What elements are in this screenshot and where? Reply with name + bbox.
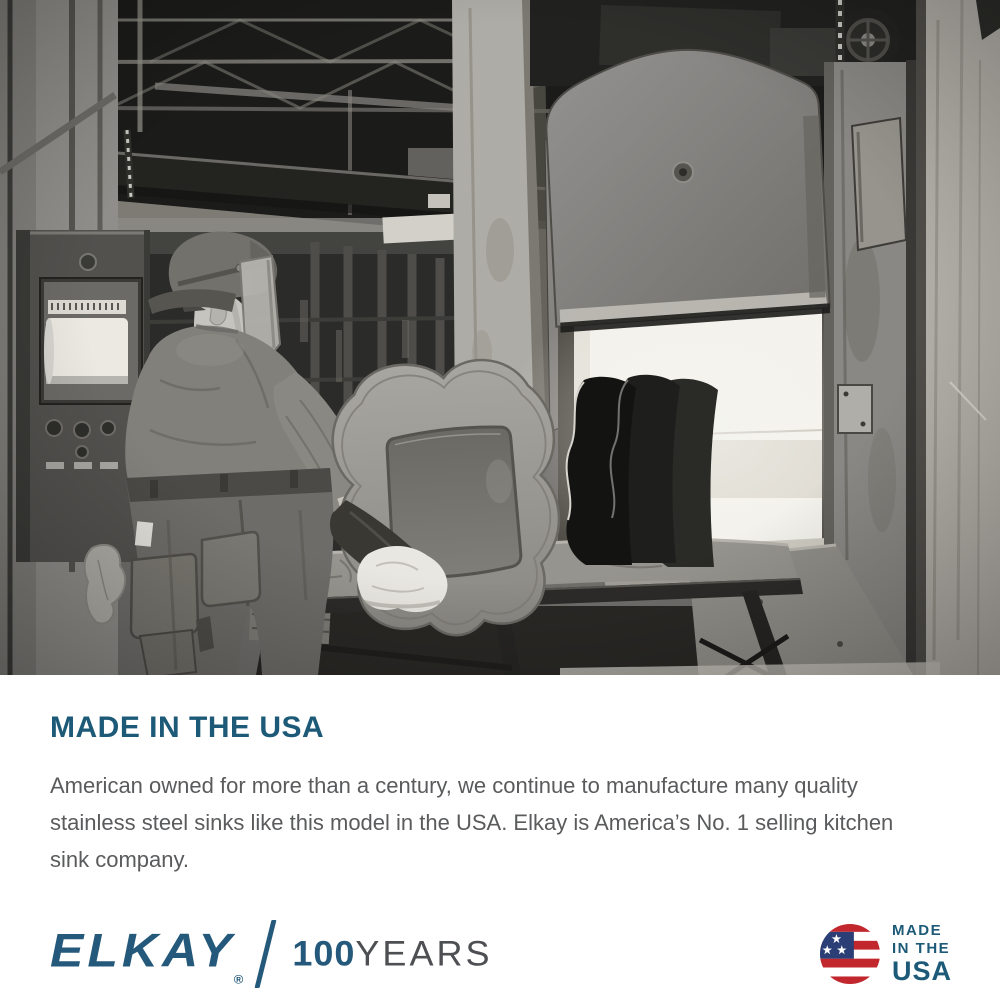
anniversary-text [292, 934, 492, 975]
registered-trademark-symbol: ® [233, 971, 244, 986]
body-copy: American owned for more than a century, we continue to manufacture many quality stainless steel sinks like this model in the USA. Elkay is America’s No. 1 selling kitchen sink company. [50, 773, 894, 872]
elkay-100-years-logo [50, 920, 492, 988]
badge-line-made: MADE [891, 922, 943, 939]
page-title: MADE IN THE USA [50, 711, 325, 744]
anniversary-number: 100 [292, 933, 356, 974]
elkay-wordmark-text: ELKAY [50, 923, 236, 977]
content-section [0, 675, 1000, 878]
badge-line-usa: USA [891, 956, 952, 986]
made-in-usa-badge [819, 923, 952, 985]
logo-slash-divider [255, 920, 277, 988]
badge-line-in-the: IN THE [891, 940, 951, 957]
anniversary-word: YEARS [355, 933, 493, 974]
footer [0, 920, 1000, 988]
usa-flag-circle-icon [819, 923, 881, 985]
elkay-wordmark [50, 922, 243, 986]
badge-text [892, 923, 952, 985]
